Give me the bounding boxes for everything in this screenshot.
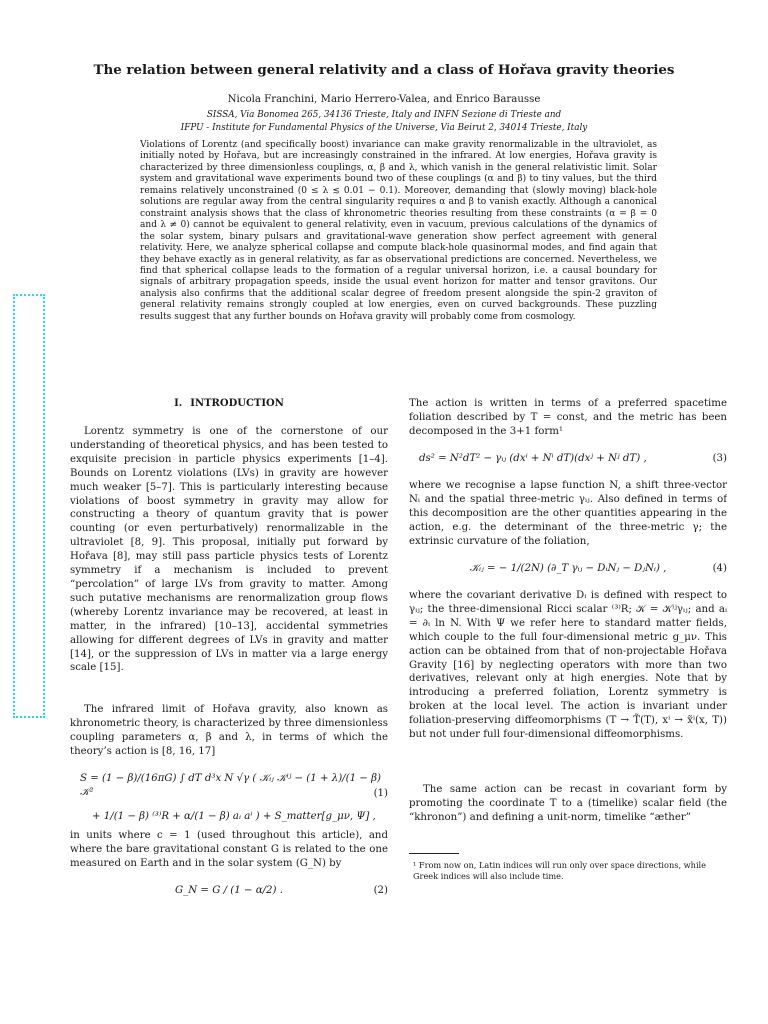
affiliation-1: SISSA, Via Bonomea 265, 34136 Trieste, Italy and INFN Sezione di Trieste and xyxy=(206,110,562,120)
equation-1-number: (1) xyxy=(373,788,388,800)
author-list: Nicola Franchini, Mario Herrero-Valea, and Enrico Barausse xyxy=(227,94,541,105)
intro-paragraph-1: Lorentz symmetry is one of the cornerstone of our understanding of theoretical physics, and has been tested to exquisite precision in particle physics experiments [1–4]. Bounds on Lorentz violations (LVs) in gravity are however much weaker [5–7]. This is particularly interesting because violations of boost symmetry in gravity may allow for constructing a theory of quantum gravity that is power counting (or even perturbatively) renormalizable in the ultraviolet [8, 9]. This proposal, initially put forward by Hořava [8], may still pass particle physics tests of Lorentz symmetry if a mechanism is included to prevent “percolation” of large LVs from gravity to matter. Among such putative mechanisms are renormalization group flows (whereby Lorentz invariance may be recovered, at least in matter, in the infrared) [10–13], accidental symmetries allowing for different degrees of LVs in gravity and matter [14], or the suppression of LVs in matter via a large energy scale [15]. xyxy=(70,426,388,674)
intro-paragraph-3: in units where c = 1 (used throughout this article), and where the bare gravitational constant G is related to the one measured on Earth and in the solar system (G_N) by xyxy=(70,830,388,869)
equation-4-number: (4) xyxy=(712,563,727,575)
intro-paragraph-2: The infrared limit of Hořava gravity, also known as khronometric theory, is characterized by three dimensionless coupling parameters α, β and λ, in terms of which the theory’s action is [8, 16, 17] xyxy=(70,704,388,757)
section-title: INTRODUCTION xyxy=(190,398,284,409)
section-heading xyxy=(70,397,388,411)
equation-3-number: (3) xyxy=(712,453,727,465)
equation-1 xyxy=(70,759,388,829)
equation-1-line-2: + 1/(1 − β) ⁽³⁾R + α/(1 − β) aᵢ aⁱ ) + S_matter[g_μν, Ψ] , xyxy=(92,810,376,822)
equation-4 xyxy=(409,549,727,589)
footnote-rule xyxy=(409,853,459,854)
footnote-1: ¹ From now on, Latin indices will run only over space directions, while Greek indices will also include time. xyxy=(413,860,707,881)
intro-paragraph-5: where we recognise a lapse function N, a shift three-vector Nᵢ and the spatial three-metric γᵢⱼ. Also defined in terms of this decomposition are the other quantities appearing in the action, e.g. the determinant of the three-metric γ; the extrinsic curvature of the foliation, xyxy=(409,480,727,547)
equation-1-line-1: S = (1 − β)/(16πG) ∫ dT d³x N √γ ( 𝒦ᵢⱼ 𝒦ⁱʲ − (1 + λ)/(1 − β) 𝒦² xyxy=(80,773,381,799)
right-column xyxy=(409,397,727,882)
paper-title: The relation between general relativity and a class of Hořava gravity theories xyxy=(93,62,675,78)
equation-4-body: 𝒦ᵢⱼ = − 1/(2N) (∂_T γᵢⱼ − DᵢNⱼ − DⱼNᵢ) , xyxy=(469,563,667,575)
equation-3 xyxy=(409,439,727,479)
intro-paragraph-4: The action is written in terms of a preferred spacetime foliation described by T = const, and the metric has been decomposed in the 3+1 form¹ xyxy=(409,398,727,437)
margin-annotation-box xyxy=(13,294,45,718)
equation-3-body: ds² = N²dT² − γᵢⱼ (dxⁱ + Nⁱ dT)(dxʲ + Nʲ dT) , xyxy=(419,453,647,465)
abstract: Violations of Lorentz (and specifically boost) invariance can make gravity renormalizable in the ultraviolet, as initially noted by Hořava, but are increasingly constrained in the infrared. At low energies, Hořava gravity is characterized by three dimensionless couplings, α, β and λ, which vanish in the general relativistic limit. Solar system and gravitational wave experiments bound two of these couplings (α and β) to tiny values, but the third remains relatively unconstrained (0 ≤ λ ≲ 0.01 − 0.1). Moreover, demanding that (slowly moving) black-hole solutions are regular away from the central singularity requires α and β to vanish exactly. Although a canonical constraint analysis shows that the class of khronometric theories resulting from these constraints (α = β = 0 and λ ≠ 0) cannot be equivalent to general relativity, even in vacuum, previous calculations of the dynamics of the solar system, binary pulsars and gravitational-wave generation show perfect agreement with general relativity. Here, we analyze spherical collapse and compute black-hole quasinormal modes, and find again that they behave exactly as in general relativity, as far as observational predictions are concerned. Nevertheless, we find that spherical collapse leads to the formation of a regular universal horizon, i.e. a causal boundary for signals of arbitrary propagation speeds, inside the usual event horizon for matter and tensor gravitons. Our analysis also confirms that the additional scalar degree of freedom present alongside the spin-2 graviton of general relativity remains strongly coupled at low energies, even on curved backgrounds. These puzzling results suggest that any further bounds on Hořava gravity will probably come from cosmology. xyxy=(140,140,657,322)
section-number: I. xyxy=(174,398,183,409)
intro-paragraph-7: The same action can be recast in covariant form by promoting the coordinate T to a (timelike) scalar field (the “khronon”) and defining a unit-norm, timelike “æther” xyxy=(409,784,727,823)
equation-2 xyxy=(70,871,388,911)
equation-2-number: (2) xyxy=(373,885,388,897)
left-column xyxy=(70,397,388,911)
intro-paragraph-6: where the covariant derivative Dᵢ is defined with respect to γᵢⱼ; the three-dimensional Ricci scalar ⁽³⁾R; 𝒦 = 𝒦ⁱʲγᵢⱼ; and aᵢ = ∂ᵢ ln N. With Ψ we refer here to standard matter fields, which couple to the full four-dimensional metric g_μν. This action can be obtained from that of non-projectable Hořava Gravity [16] by neglecting operators with more than two derivatives, relevant only at high energies. Note that by introducing a preferred foliation, Lorentz symmetry is broken at the local level. The action is invariant under foliation-preserving diffeomorphisms (T → T̃(T), xⁱ → x̃ⁱ(x, T)) but not under full four-dimensional diffeomorphisms. xyxy=(409,590,727,741)
affiliation-2: IFPU - Institute for Fundamental Physics of the Universe, Via Beirut 2, 34014 Trieste, Italy xyxy=(180,123,588,133)
equation-2-body: G_N = G / (1 − α/2) . xyxy=(175,885,283,897)
